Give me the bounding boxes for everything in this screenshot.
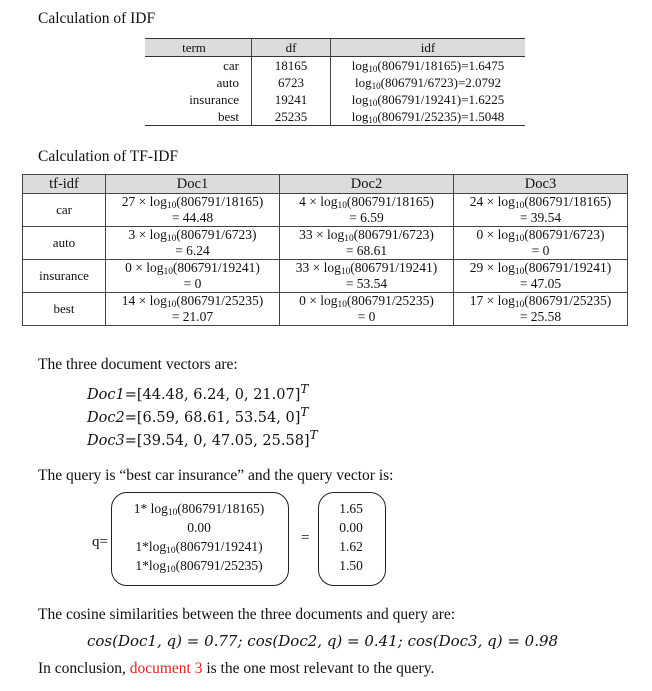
idf-value-pre: log — [351, 109, 369, 124]
query-left-entry — [111, 537, 287, 556]
query-label: q= — [92, 534, 108, 550]
idf-value-pre: log — [351, 58, 369, 73]
tfidf-formula-sub: 10 — [337, 300, 347, 310]
query-left-entry — [111, 518, 287, 537]
tfidf-formula-pre: 0 × log — [125, 260, 164, 275]
vector-doc3-name: Doc3 — [87, 432, 125, 449]
idf-row — [145, 57, 525, 75]
tfidf-formula-pre: 4 × log — [299, 194, 338, 209]
query-left-entry — [111, 556, 287, 575]
idf-term: best — [145, 108, 252, 126]
idf-row — [145, 74, 525, 91]
tfidf-formula-pre: 27 × log — [121, 194, 167, 209]
conclusion-suffix: is the one most relevant to the query. — [202, 660, 435, 677]
tfidf-formula-pre: 0 × log — [476, 227, 515, 242]
tfidf-cell — [280, 260, 454, 293]
tfidf-result: = 0 — [357, 309, 376, 324]
conclusion-prefix: In conclusion, — [38, 660, 130, 677]
tfidf-cell — [454, 260, 628, 293]
idf-value — [331, 57, 526, 75]
tfidf-cell — [106, 227, 280, 260]
tfidf-formula — [457, 260, 624, 276]
tfidf-formula-sub: 10 — [514, 267, 525, 277]
vector-doc2 — [87, 405, 308, 426]
idf-value-sub: 10 — [368, 64, 378, 74]
query-left-entry-pre: 0.00 — [187, 520, 211, 535]
query-left-entry-sub: 10 — [166, 546, 176, 556]
idf-term: insurance — [145, 91, 252, 108]
tfidf-formula-sub: 10 — [166, 234, 177, 244]
idf-df: 25235 — [252, 108, 331, 126]
vector-doc3 — [87, 428, 318, 449]
tfidf-formula-pre: 33 × log — [295, 260, 341, 275]
tfidf-formula — [457, 227, 624, 243]
conclusion — [38, 660, 434, 678]
vector-doc2-value: [6.59, 68.61, 53.54, 0] — [136, 409, 301, 426]
cosine-intro: The cosine similarities between the three documents and query are: — [38, 606, 456, 623]
tfidf-formula-pre: 29 × log — [469, 260, 515, 275]
idf-col-df: df — [252, 39, 331, 57]
idf-term: auto — [145, 74, 252, 91]
tfidf-table — [22, 174, 628, 326]
query-equals: = — [301, 530, 310, 546]
tfidf-term: best — [23, 293, 106, 326]
tfidf-formula-post: (806791/18165) — [346, 194, 434, 209]
query-right-entry: 0.00 — [339, 520, 363, 535]
idf-value-pre: log — [351, 92, 369, 107]
tfidf-formula-sub: 10 — [166, 201, 177, 211]
vectors-intro: The three document vectors are: — [38, 356, 238, 373]
idf-value — [331, 91, 526, 108]
idf-df: 19241 — [252, 91, 331, 108]
tfidf-formula-pre: 17 × log — [469, 293, 515, 308]
tfidf-term: insurance — [23, 260, 106, 293]
tfidf-formula-pre: 0 × log — [299, 293, 338, 308]
idf-row — [145, 91, 525, 108]
idf-term: car — [145, 57, 252, 75]
tfidf-formula — [283, 194, 450, 210]
idf-value — [331, 108, 526, 126]
tfidf-result: = 44.48 — [171, 210, 214, 225]
tfidf-formula-post: (806791/25235) — [524, 293, 612, 308]
query-right-entry: 1.50 — [339, 558, 363, 573]
tfidf-formula — [283, 227, 450, 243]
tfidf-formula-post: (806791/19241) — [350, 260, 438, 275]
vector-doc2-eq: = — [124, 409, 137, 426]
tfidf-cell — [106, 293, 280, 326]
idf-value-post: (806791/6723)=2.0792 — [380, 75, 502, 90]
tfidf-formula-pre: 3 × log — [128, 227, 167, 242]
tfidf-header-row — [23, 175, 628, 194]
idf-header-row — [145, 39, 525, 57]
tfidf-formula-post: (806791/19241) — [524, 260, 612, 275]
tfidf-col-doc1: Doc1 — [106, 175, 280, 194]
tfidf-cell — [280, 227, 454, 260]
idf-value-sub: 10 — [368, 98, 378, 108]
query-left-matrix — [111, 499, 287, 575]
tfidf-term: auto — [23, 227, 106, 260]
vector-doc1 — [87, 382, 308, 403]
idf-value-post: (806791/19241)=1.6225 — [377, 92, 505, 107]
tfidf-formula-post: (806791/18165) — [524, 194, 612, 209]
tfidf-result: = 68.61 — [345, 243, 388, 258]
tfidf-formula-post: (806791/6723) — [176, 227, 257, 242]
tfidf-formula-sub: 10 — [337, 201, 347, 211]
tfidf-result: = 6.24 — [175, 243, 210, 258]
tfidf-cell — [106, 260, 280, 293]
tfidf-result: = 47.05 — [519, 276, 562, 291]
tfidf-formula-sub: 10 — [163, 267, 173, 277]
vector-doc3-eq: = — [124, 432, 137, 449]
tfidf-formula-sub: 10 — [514, 234, 525, 244]
query-left-entry-pre: 1*log — [135, 539, 167, 554]
tfidf-heading: Calculation of TF-IDF — [38, 148, 179, 165]
query-left-entry-pre: 1*log — [135, 558, 167, 573]
idf-col-idf: idf — [331, 39, 526, 57]
idf-value-sub: 10 — [371, 81, 381, 91]
tfidf-cell — [454, 194, 628, 227]
idf-value-pre: log — [354, 75, 372, 90]
tfidf-formula — [109, 293, 276, 309]
idf-value-sub: 10 — [368, 115, 378, 125]
tfidf-formula — [457, 194, 624, 210]
vector-doc3-sup: T — [309, 428, 318, 442]
vector-doc2-name: Doc2 — [87, 409, 125, 426]
query-left-entry-sub: 10 — [166, 565, 176, 575]
tfidf-formula — [457, 293, 624, 309]
idf-row — [145, 108, 525, 126]
query-right-entry: 1.65 — [339, 501, 363, 516]
query-intro: The query is “best car insurance” and the query vector is: — [38, 467, 394, 484]
idf-col-term: term — [145, 39, 252, 57]
tfidf-formula-sub: 10 — [514, 300, 525, 310]
tfidf-result: = 0 — [183, 276, 202, 291]
tfidf-row — [23, 227, 628, 260]
tfidf-col-term: tf-idf — [23, 175, 106, 194]
idf-df: 6723 — [252, 74, 331, 91]
tfidf-formula-pre: 24 × log — [469, 194, 515, 209]
query-right-entry: 1.62 — [339, 539, 363, 554]
tfidf-formula — [109, 194, 276, 210]
tfidf-formula-post: (806791/6723) — [524, 227, 605, 242]
tfidf-cell — [106, 194, 280, 227]
idf-value-post: (806791/18165)=1.6475 — [377, 58, 505, 73]
tfidf-result: = 25.58 — [519, 309, 562, 324]
vector-doc3-value: [39.54, 0, 47.05, 25.58] — [136, 432, 310, 449]
query-left-entry-post: (806791/19241) — [175, 539, 263, 554]
tfidf-formula — [109, 260, 276, 276]
tfidf-col-doc2: Doc2 — [280, 175, 454, 194]
vector-doc1-sup: T — [300, 382, 309, 396]
tfidf-formula-sub: 10 — [166, 300, 177, 310]
tfidf-row — [23, 293, 628, 326]
tfidf-cell — [280, 293, 454, 326]
tfidf-result: = 21.07 — [171, 309, 214, 324]
tfidf-row — [23, 260, 628, 293]
tfidf-formula-sub: 10 — [344, 234, 354, 244]
tfidf-result: = 53.54 — [345, 276, 388, 291]
tfidf-formula — [109, 227, 276, 243]
tfidf-formula-post: (806791/18165) — [176, 194, 264, 209]
tfidf-formula-pre: 14 × log — [121, 293, 167, 308]
tfidf-result: = 39.54 — [519, 210, 562, 225]
idf-heading: Calculation of IDF — [38, 10, 156, 27]
tfidf-formula — [283, 260, 450, 276]
tfidf-cell — [280, 194, 454, 227]
query-right-matrix — [318, 499, 384, 575]
vector-doc2-sup: T — [300, 405, 309, 419]
query-left-entry-pre: 1* log — [133, 501, 168, 516]
tfidf-result: = 6.59 — [349, 210, 384, 225]
tfidf-formula-sub: 10 — [340, 267, 351, 277]
idf-table — [145, 38, 525, 126]
query-left-entry-post: (806791/18165) — [177, 501, 265, 516]
tfidf-formula-post: (806791/25235) — [176, 293, 264, 308]
idf-value — [331, 74, 526, 91]
idf-value-post: (806791/25235)=1.5048 — [377, 109, 505, 124]
tfidf-formula — [283, 293, 450, 309]
tfidf-cell — [454, 293, 628, 326]
tfidf-formula-sub: 10 — [514, 201, 525, 211]
tfidf-result: = 0 — [531, 243, 550, 258]
tfidf-formula-pre: 33 × log — [299, 227, 345, 242]
vector-doc1-value: [44.48, 6.24, 0, 21.07] — [136, 386, 301, 403]
tfidf-term: car — [23, 194, 106, 227]
conclusion-highlight: document 3 — [129, 660, 203, 677]
idf-df: 18165 — [252, 57, 331, 75]
vector-doc1-name: Doc1 — [87, 386, 125, 403]
vector-doc1-eq: = — [124, 386, 137, 403]
query-left-entry-post: (806791/25235) — [175, 558, 263, 573]
tfidf-cell — [454, 227, 628, 260]
tfidf-formula-post: (806791/19241) — [172, 260, 260, 275]
query-left-entry-sub: 10 — [167, 508, 178, 518]
tfidf-row — [23, 194, 628, 227]
tfidf-formula-post: (806791/6723) — [353, 227, 434, 242]
tfidf-formula-post: (806791/25235) — [346, 293, 434, 308]
tfidf-col-doc3: Doc3 — [454, 175, 628, 194]
query-left-entry — [111, 499, 287, 518]
cosine-formula: cos(Doc1, q) = 0.77; cos(Doc2, q) = 0.41; cos(Doc3, q) = 0.98 — [87, 632, 559, 650]
